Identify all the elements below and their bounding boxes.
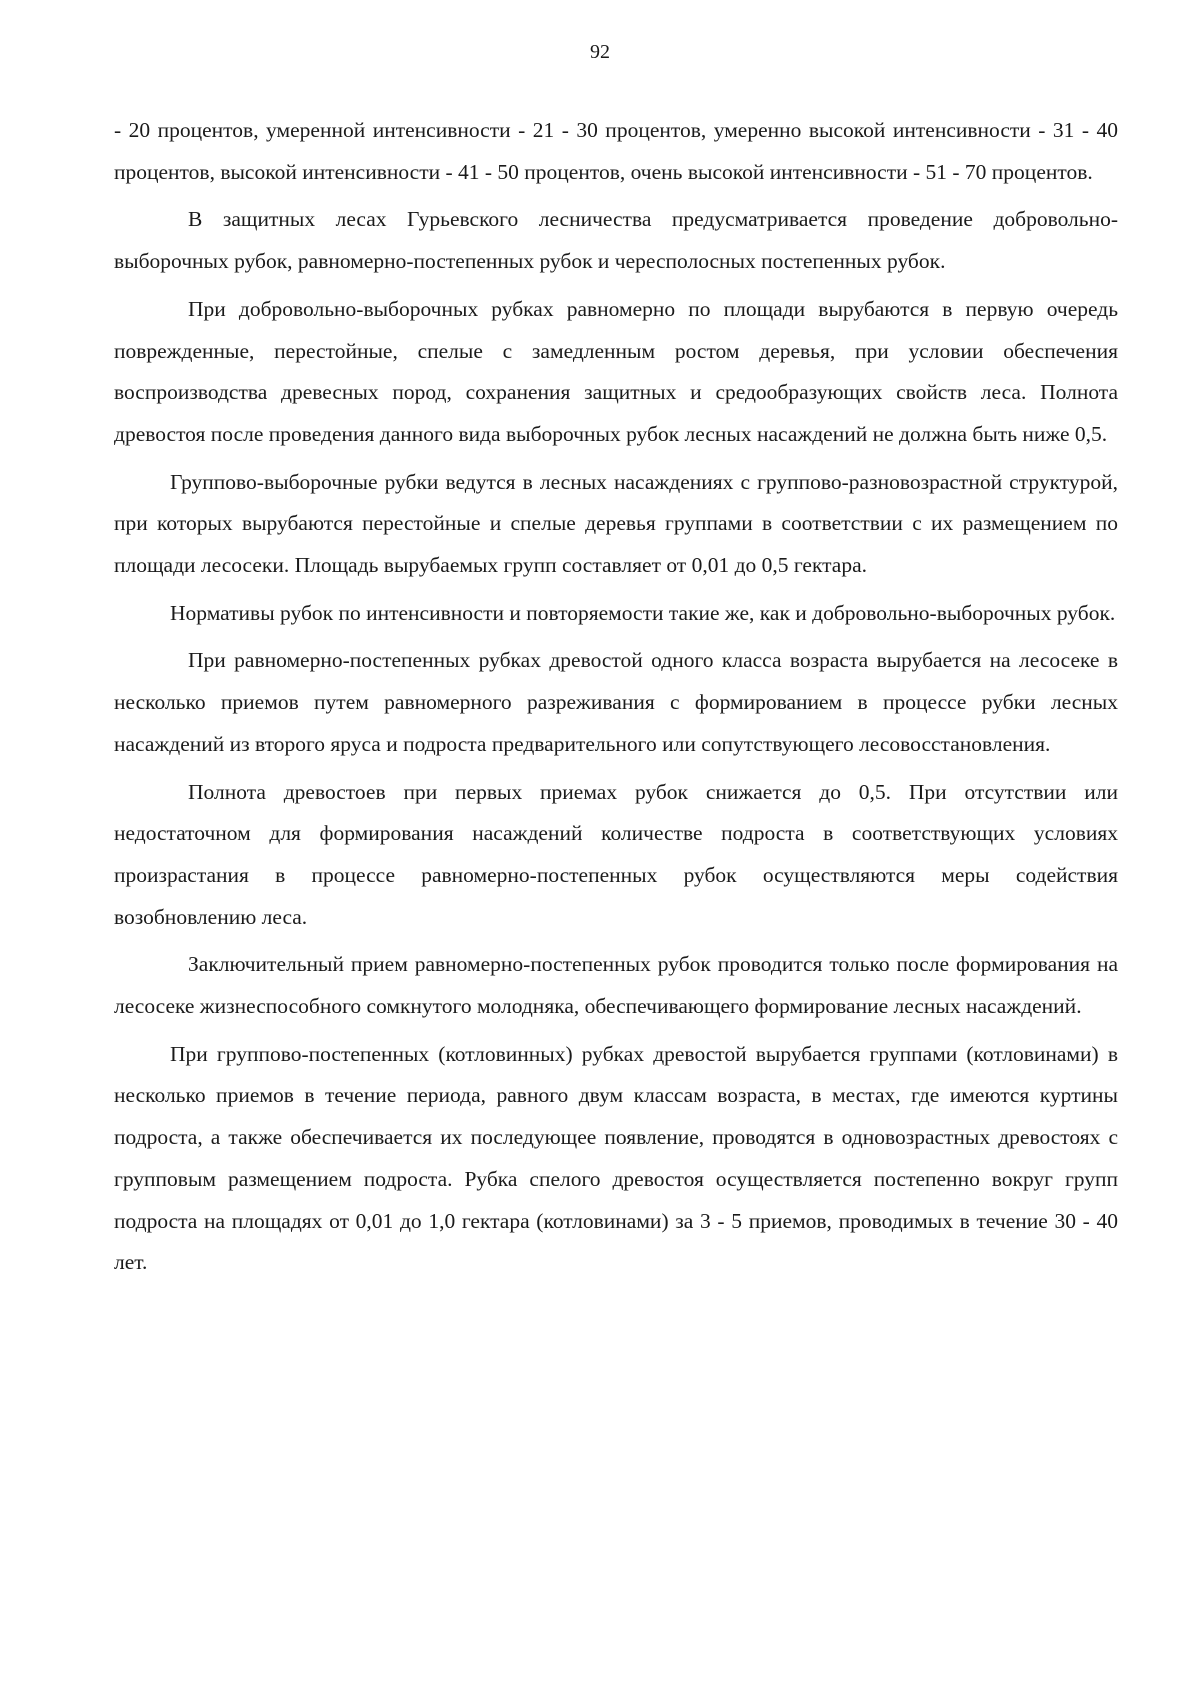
paragraph-stand-density: Полнота древостоев при первых приемах рубок снижается до 0,5. При отсутствии или недостаточном для формирования насаждений количестве подроста в соответствующих условиях произрастания в процессе равномерно-постепенных рубок осуществляются меры содействия возобновлению леса. [114,779,1118,929]
paragraph-protective-forests: В защитных лесах Гурьевского лесничества предусматривается проведение добровольно-выборочных рубок, равномерно-постепенных рубок и чересполосных постепенных рубок. [114,207,1118,274]
paragraph-selective-cuttings: При добровольно-выборочных рубках равномерно по площади вырубаются в первую очередь поврежденные, перестойные, спелые с замедленным ростом деревья, при условии обеспечения воспроизводства древесных пород, сохранения защитных и средообразующих свойств леса. Полнота древостоя после проведения данного вида выборочных рубок лесных насаждений не должна быть ниже 0,5. [114,296,1118,446]
paragraph-norms: Нормативы рубок по интенсивности и повторяемости такие же, как и добровольно-выборочных рубок. [170,600,1116,625]
paragraph-uniform-gradual: При равномерно-постепенных рубках древостой одного класса возраста вырубается на лесосеке в несколько приемов путем равномерного разреживания с формированием в процессе рубки лесных насаждений из второго яруса и подроста предварительного или сопутствующего лесовосстановления. [114,648,1118,756]
page-number: 92 [590,41,610,63]
paragraph-group-gradual: При группово-постепенных (котловинных) рубках древостой вырубается группами (котловинами) в несколько приемов в течение периода, равного двум классам возраста, в местах, где имеются куртины подроста, а также обеспечивается их последующее появление, проводятся в одновозрастных древостоях с групповым размещением подроста. Рубка спелого древостоя осуществляется постепенно вокруг групп подроста на площадях от 0,01 до 1,0 гектара (котловинами) за 3 - 5 приемов, проводимых в течение 30 - 40 лет. [114,1041,1118,1275]
paragraph-intensity-continuation: - 20 процентов, умеренной интенсивности - 21 - 30 процентов, умеренно высокой интенсивности - 31 - 40 процентов, высокой интенсивности - 41 - 50 процентов, очень высокой интенсивности - 51 - 70 процентов. [114,118,1118,184]
paragraph-final-cut: Заключительный прием равномерно-постепенных рубок проводится только после формирования на лесосеке жизнеспособного сомкнутого молодняка, обеспечивающего формирование лесных насаждений. [114,952,1118,1019]
document-body [114,110,1118,1290]
paragraph-group-selective: Группово-выборочные рубки ведутся в лесных насаждениях с группово-разновозрастной структурой, при которых вырубаются перестойные и спелые деревья группами в соответствии с их размещением по площади лесосеки. Площадь вырубаемых групп составляет от 0,01 до 0,5 гектара. [114,469,1118,578]
